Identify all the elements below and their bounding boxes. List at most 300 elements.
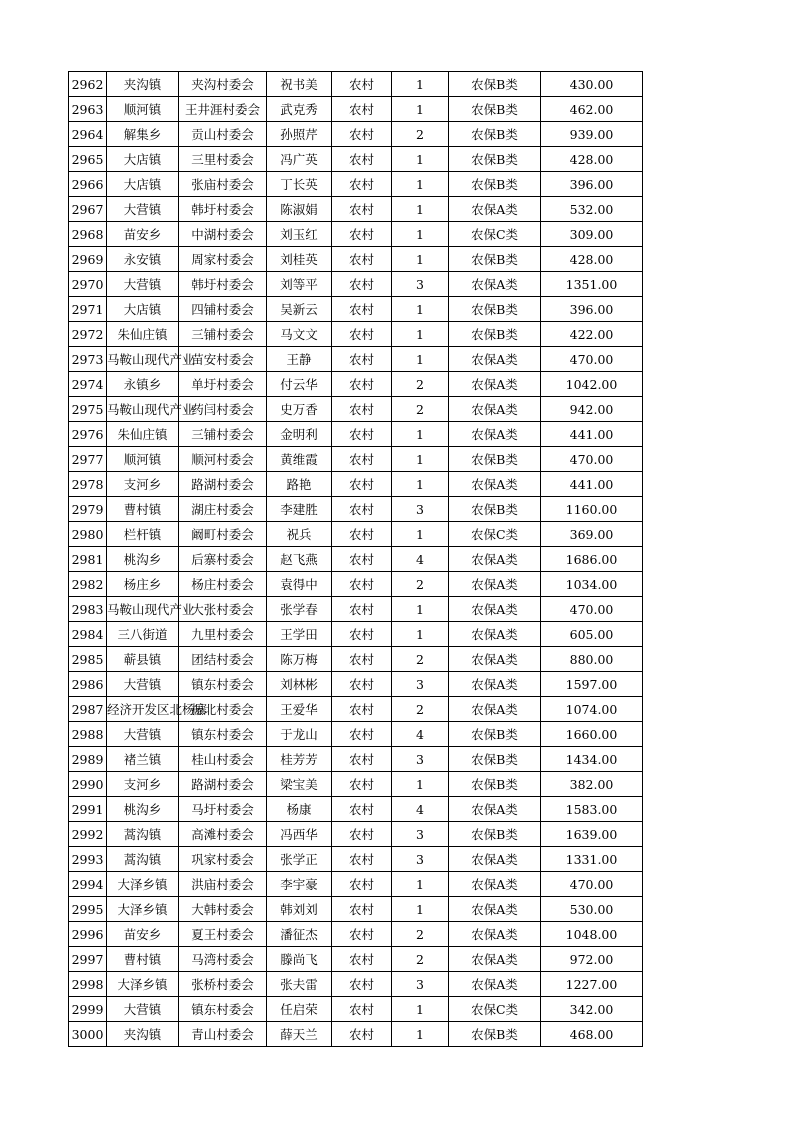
village-committee-cell: 中湖村委会 [179, 222, 267, 247]
table-row [69, 322, 643, 347]
household-count-cell: 1 [392, 297, 449, 322]
town-cell: 杨庄乡 [107, 572, 179, 597]
household-count-cell: 1 [392, 597, 449, 622]
amount-cell: 532.00 [541, 197, 643, 222]
insurance-class-cell: 农保A类 [449, 572, 541, 597]
row-number-cell: 2973 [69, 347, 107, 372]
amount-cell: 430.00 [541, 72, 643, 97]
row-number-cell: 2966 [69, 172, 107, 197]
town-cell: 曹村镇 [107, 947, 179, 972]
amount-cell: 396.00 [541, 172, 643, 197]
amount-cell: 382.00 [541, 772, 643, 797]
village-committee-cell: 路湖村委会 [179, 772, 267, 797]
amount-cell: 605.00 [541, 622, 643, 647]
amount-cell: 369.00 [541, 522, 643, 547]
row-number-cell: 2986 [69, 672, 107, 697]
village-committee-cell: 九里村委会 [179, 622, 267, 647]
person-name-cell: 杨康 [267, 797, 332, 822]
table-row [69, 372, 643, 397]
amount-cell: 441.00 [541, 472, 643, 497]
residence-type-cell: 农村 [332, 422, 392, 447]
table-row [69, 922, 643, 947]
row-number-cell: 2996 [69, 922, 107, 947]
insurance-class-cell: 农保A类 [449, 972, 541, 997]
town-cell: 蕲县镇 [107, 647, 179, 672]
amount-cell: 1227.00 [541, 972, 643, 997]
town-cell: 蒿沟镇 [107, 847, 179, 872]
table-row [69, 947, 643, 972]
table-row [69, 172, 643, 197]
household-count-cell: 2 [392, 122, 449, 147]
residence-type-cell: 农村 [332, 147, 392, 172]
insurance-class-cell: 农保A类 [449, 947, 541, 972]
insurance-class-cell: 农保A类 [449, 897, 541, 922]
row-number-cell: 2995 [69, 897, 107, 922]
household-count-cell: 3 [392, 847, 449, 872]
amount-cell: 1639.00 [541, 822, 643, 847]
household-count-cell: 1 [392, 222, 449, 247]
row-number-cell: 2977 [69, 447, 107, 472]
household-count-cell: 4 [392, 797, 449, 822]
residence-type-cell: 农村 [332, 547, 392, 572]
residence-type-cell: 农村 [332, 847, 392, 872]
village-committee-cell: 马湾村委会 [179, 947, 267, 972]
insurance-class-cell: 农保B类 [449, 747, 541, 772]
row-number-cell: 2972 [69, 322, 107, 347]
amount-cell: 942.00 [541, 397, 643, 422]
table-row [69, 447, 643, 472]
village-committee-cell: 路湖村委会 [179, 472, 267, 497]
row-number-cell: 2990 [69, 772, 107, 797]
person-name-cell: 梁宝美 [267, 772, 332, 797]
household-count-cell: 1 [392, 897, 449, 922]
town-cell: 大泽乡镇 [107, 872, 179, 897]
table-row [69, 647, 643, 672]
table-row [69, 997, 643, 1022]
village-committee-cell: 振北村委会 [179, 697, 267, 722]
village-committee-cell: 高滩村委会 [179, 822, 267, 847]
household-count-cell: 3 [392, 672, 449, 697]
village-committee-cell: 张庙村委会 [179, 172, 267, 197]
insurance-class-cell: 农保A类 [449, 797, 541, 822]
insurance-class-cell: 农保B类 [449, 322, 541, 347]
household-count-cell: 1 [392, 1022, 449, 1047]
person-name-cell: 薛天兰 [267, 1022, 332, 1047]
residence-type-cell: 农村 [332, 647, 392, 672]
row-number-cell: 2978 [69, 472, 107, 497]
amount-cell: 441.00 [541, 422, 643, 447]
village-committee-cell: 三铺村委会 [179, 422, 267, 447]
person-name-cell: 刘桂英 [267, 247, 332, 272]
residence-type-cell: 农村 [332, 297, 392, 322]
person-name-cell: 张夫雷 [267, 972, 332, 997]
residence-type-cell: 农村 [332, 597, 392, 622]
residence-type-cell: 农村 [332, 872, 392, 897]
row-number-cell: 2970 [69, 272, 107, 297]
household-count-cell: 1 [392, 997, 449, 1022]
household-count-cell: 1 [392, 522, 449, 547]
residence-type-cell: 农村 [332, 197, 392, 222]
insurance-class-cell: 农保B类 [449, 822, 541, 847]
insurance-class-cell: 农保A类 [449, 922, 541, 947]
insurance-class-cell: 农保A类 [449, 847, 541, 872]
town-cell: 大营镇 [107, 997, 179, 1022]
residence-type-cell: 农村 [332, 1022, 392, 1047]
residence-type-cell: 农村 [332, 797, 392, 822]
person-name-cell: 路艳 [267, 472, 332, 497]
insurance-class-cell: 农保A类 [449, 697, 541, 722]
residence-type-cell: 农村 [332, 922, 392, 947]
town-cell: 大泽乡镇 [107, 897, 179, 922]
household-count-cell: 1 [392, 622, 449, 647]
village-committee-cell: 药闫村委会 [179, 397, 267, 422]
row-number-cell: 2988 [69, 722, 107, 747]
town-cell: 支河乡 [107, 472, 179, 497]
household-count-cell: 2 [392, 572, 449, 597]
person-name-cell: 张学正 [267, 847, 332, 872]
household-count-cell: 1 [392, 347, 449, 372]
amount-cell: 428.00 [541, 147, 643, 172]
household-count-cell: 2 [392, 397, 449, 422]
town-cell: 褚兰镇 [107, 747, 179, 772]
village-committee-cell: 单圩村委会 [179, 372, 267, 397]
row-number-cell: 2981 [69, 547, 107, 572]
town-cell: 顺河镇 [107, 447, 179, 472]
row-number-cell: 2969 [69, 247, 107, 272]
household-count-cell: 1 [392, 472, 449, 497]
person-name-cell: 祝兵 [267, 522, 332, 547]
town-cell: 苗安乡 [107, 222, 179, 247]
insurance-class-cell: 农保C类 [449, 997, 541, 1022]
village-committee-cell: 青山村委会 [179, 1022, 267, 1047]
row-number-cell: 2998 [69, 972, 107, 997]
table-row [69, 597, 643, 622]
table-row [69, 697, 643, 722]
residence-type-cell: 农村 [332, 997, 392, 1022]
household-count-cell: 4 [392, 547, 449, 572]
row-number-cell: 2975 [69, 397, 107, 422]
residence-type-cell: 农村 [332, 97, 392, 122]
town-cell: 朱仙庄镇 [107, 422, 179, 447]
table-row [69, 272, 643, 297]
insurance-class-cell: 农保B类 [449, 297, 541, 322]
table-row [69, 572, 643, 597]
amount-cell: 1331.00 [541, 847, 643, 872]
town-cell: 夹沟镇 [107, 72, 179, 97]
insurance-class-cell: 农保A类 [449, 472, 541, 497]
table-row [69, 347, 643, 372]
data-table [68, 71, 643, 1047]
village-committee-cell: 镇东村委会 [179, 997, 267, 1022]
residence-type-cell: 农村 [332, 247, 392, 272]
village-committee-cell: 后寨村委会 [179, 547, 267, 572]
insurance-class-cell: 农保A类 [449, 197, 541, 222]
row-number-cell: 2982 [69, 572, 107, 597]
row-number-cell: 3000 [69, 1022, 107, 1047]
table-row [69, 197, 643, 222]
table-row [69, 297, 643, 322]
table-row [69, 672, 643, 697]
household-count-cell: 3 [392, 747, 449, 772]
town-cell: 大营镇 [107, 722, 179, 747]
row-number-cell: 2984 [69, 622, 107, 647]
amount-cell: 470.00 [541, 597, 643, 622]
town-cell: 马鞍山现代产业 [107, 397, 179, 422]
amount-cell: 1351.00 [541, 272, 643, 297]
insurance-class-cell: 农保A类 [449, 622, 541, 647]
row-number-cell: 2976 [69, 422, 107, 447]
table-row [69, 722, 643, 747]
row-number-cell: 2994 [69, 872, 107, 897]
residence-type-cell: 农村 [332, 497, 392, 522]
insurance-class-cell: 农保A类 [449, 672, 541, 697]
town-cell: 蒿沟镇 [107, 822, 179, 847]
person-name-cell: 王学田 [267, 622, 332, 647]
person-name-cell: 刘玉红 [267, 222, 332, 247]
person-name-cell: 桂芳芳 [267, 747, 332, 772]
household-count-cell: 1 [392, 772, 449, 797]
person-name-cell: 史万香 [267, 397, 332, 422]
insurance-class-cell: 农保A类 [449, 272, 541, 297]
table-row [69, 72, 643, 97]
household-count-cell: 1 [392, 322, 449, 347]
residence-type-cell: 农村 [332, 347, 392, 372]
amount-cell: 1597.00 [541, 672, 643, 697]
table-row [69, 497, 643, 522]
town-cell: 马鞍山现代产业 [107, 597, 179, 622]
person-name-cell: 付云华 [267, 372, 332, 397]
person-name-cell: 陈万梅 [267, 647, 332, 672]
household-count-cell: 2 [392, 947, 449, 972]
person-name-cell: 冯广英 [267, 147, 332, 172]
insurance-class-cell: 农保B类 [449, 122, 541, 147]
residence-type-cell: 农村 [332, 522, 392, 547]
residence-type-cell: 农村 [332, 447, 392, 472]
household-count-cell: 2 [392, 647, 449, 672]
person-name-cell: 刘等平 [267, 272, 332, 297]
person-name-cell: 孙照芹 [267, 122, 332, 147]
amount-cell: 470.00 [541, 872, 643, 897]
amount-cell: 1074.00 [541, 697, 643, 722]
town-cell: 栏杆镇 [107, 522, 179, 547]
amount-cell: 939.00 [541, 122, 643, 147]
household-count-cell: 1 [392, 72, 449, 97]
table-body [69, 72, 643, 1047]
household-count-cell: 2 [392, 697, 449, 722]
town-cell: 苗安乡 [107, 922, 179, 947]
household-count-cell: 1 [392, 247, 449, 272]
insurance-class-cell: 农保B类 [449, 172, 541, 197]
residence-type-cell: 农村 [332, 897, 392, 922]
person-name-cell: 冯西华 [267, 822, 332, 847]
table-row [69, 247, 643, 272]
village-committee-cell: 周家村委会 [179, 247, 267, 272]
row-number-cell: 2987 [69, 697, 107, 722]
residence-type-cell: 农村 [332, 222, 392, 247]
amount-cell: 1048.00 [541, 922, 643, 947]
village-committee-cell: 巩家村委会 [179, 847, 267, 872]
insurance-class-cell: 农保C类 [449, 522, 541, 547]
town-cell: 支河乡 [107, 772, 179, 797]
village-committee-cell: 三里村委会 [179, 147, 267, 172]
town-cell: 曹村镇 [107, 497, 179, 522]
residence-type-cell: 农村 [332, 622, 392, 647]
row-number-cell: 2968 [69, 222, 107, 247]
insurance-class-cell: 农保A类 [449, 397, 541, 422]
person-name-cell: 吴新云 [267, 297, 332, 322]
table-row [69, 622, 643, 647]
amount-cell: 396.00 [541, 297, 643, 322]
household-count-cell: 3 [392, 497, 449, 522]
table-row [69, 772, 643, 797]
village-committee-cell: 夏王村委会 [179, 922, 267, 947]
row-number-cell: 2989 [69, 747, 107, 772]
person-name-cell: 马文文 [267, 322, 332, 347]
amount-cell: 470.00 [541, 347, 643, 372]
person-name-cell: 于龙山 [267, 722, 332, 747]
household-count-cell: 1 [392, 447, 449, 472]
residence-type-cell: 农村 [332, 772, 392, 797]
insurance-class-cell: 农保C类 [449, 222, 541, 247]
household-count-cell: 3 [392, 272, 449, 297]
village-committee-cell: 阚町村委会 [179, 522, 267, 547]
town-cell: 夹沟镇 [107, 1022, 179, 1047]
town-cell: 桃沟乡 [107, 797, 179, 822]
insurance-class-cell: 农保B类 [449, 1022, 541, 1047]
town-cell: 大店镇 [107, 147, 179, 172]
village-committee-cell: 顺河村委会 [179, 447, 267, 472]
town-cell: 大店镇 [107, 172, 179, 197]
table-row [69, 822, 643, 847]
village-committee-cell: 四铺村委会 [179, 297, 267, 322]
residence-type-cell: 农村 [332, 397, 392, 422]
household-count-cell: 1 [392, 422, 449, 447]
person-name-cell: 陈淑娟 [267, 197, 332, 222]
household-count-cell: 2 [392, 372, 449, 397]
row-number-cell: 2997 [69, 947, 107, 972]
table-row [69, 422, 643, 447]
residence-type-cell: 农村 [332, 947, 392, 972]
insurance-class-cell: 农保B类 [449, 147, 541, 172]
amount-cell: 468.00 [541, 1022, 643, 1047]
village-committee-cell: 贡山村委会 [179, 122, 267, 147]
table-row [69, 472, 643, 497]
residence-type-cell: 农村 [332, 822, 392, 847]
insurance-class-cell: 农保A类 [449, 547, 541, 572]
village-committee-cell: 杨庄村委会 [179, 572, 267, 597]
person-name-cell: 袁得中 [267, 572, 332, 597]
row-number-cell: 2964 [69, 122, 107, 147]
town-cell: 大营镇 [107, 272, 179, 297]
village-committee-cell: 韩圩村委会 [179, 272, 267, 297]
row-number-cell: 2993 [69, 847, 107, 872]
residence-type-cell: 农村 [332, 272, 392, 297]
amount-cell: 972.00 [541, 947, 643, 972]
row-number-cell: 2962 [69, 72, 107, 97]
town-cell: 解集乡 [107, 122, 179, 147]
table-row [69, 872, 643, 897]
table-row [69, 122, 643, 147]
village-committee-cell: 大韩村委会 [179, 897, 267, 922]
insurance-class-cell: 农保A类 [449, 372, 541, 397]
person-name-cell: 丁长英 [267, 172, 332, 197]
residence-type-cell: 农村 [332, 697, 392, 722]
row-number-cell: 2991 [69, 797, 107, 822]
insurance-class-cell: 农保A类 [449, 647, 541, 672]
town-cell: 大泽乡镇 [107, 972, 179, 997]
amount-cell: 470.00 [541, 447, 643, 472]
person-name-cell: 韩刘刘 [267, 897, 332, 922]
residence-type-cell: 农村 [332, 172, 392, 197]
table-row [69, 972, 643, 997]
table-row [69, 97, 643, 122]
person-name-cell: 武克秀 [267, 97, 332, 122]
table-row [69, 1022, 643, 1047]
household-count-cell: 2 [392, 922, 449, 947]
household-count-cell: 3 [392, 822, 449, 847]
household-count-cell: 1 [392, 97, 449, 122]
table-row [69, 797, 643, 822]
village-committee-cell: 王井涯村委会 [179, 97, 267, 122]
household-count-cell: 4 [392, 722, 449, 747]
amount-cell: 1434.00 [541, 747, 643, 772]
table-row [69, 847, 643, 872]
residence-type-cell: 农村 [332, 722, 392, 747]
residence-type-cell: 农村 [332, 72, 392, 97]
town-cell: 顺河镇 [107, 97, 179, 122]
village-committee-cell: 镇东村委会 [179, 672, 267, 697]
row-number-cell: 2983 [69, 597, 107, 622]
row-number-cell: 2999 [69, 997, 107, 1022]
amount-cell: 309.00 [541, 222, 643, 247]
amount-cell: 1686.00 [541, 547, 643, 572]
person-name-cell: 黄维霞 [267, 447, 332, 472]
village-committee-cell: 张桥村委会 [179, 972, 267, 997]
amount-cell: 422.00 [541, 322, 643, 347]
row-number-cell: 2992 [69, 822, 107, 847]
table-row [69, 522, 643, 547]
amount-cell: 1034.00 [541, 572, 643, 597]
insurance-class-cell: 农保A类 [449, 422, 541, 447]
village-committee-cell: 镇东村委会 [179, 722, 267, 747]
town-cell: 三八街道 [107, 622, 179, 647]
town-cell: 永镇乡 [107, 372, 179, 397]
village-committee-cell: 马圩村委会 [179, 797, 267, 822]
village-committee-cell: 苗安村委会 [179, 347, 267, 372]
row-number-cell: 2967 [69, 197, 107, 222]
village-committee-cell: 团结村委会 [179, 647, 267, 672]
amount-cell: 428.00 [541, 247, 643, 272]
row-number-cell: 2963 [69, 97, 107, 122]
household-count-cell: 1 [392, 197, 449, 222]
village-committee-cell: 湖庄村委会 [179, 497, 267, 522]
household-count-cell: 3 [392, 972, 449, 997]
amount-cell: 342.00 [541, 997, 643, 1022]
row-number-cell: 2985 [69, 647, 107, 672]
household-count-cell: 1 [392, 172, 449, 197]
village-committee-cell: 韩圩村委会 [179, 197, 267, 222]
person-name-cell: 潘征杰 [267, 922, 332, 947]
amount-cell: 1160.00 [541, 497, 643, 522]
household-count-cell: 1 [392, 872, 449, 897]
person-name-cell: 李建胜 [267, 497, 332, 522]
row-number-cell: 2980 [69, 522, 107, 547]
town-cell: 桃沟乡 [107, 547, 179, 572]
village-committee-cell: 洪庙村委会 [179, 872, 267, 897]
town-cell: 永安镇 [107, 247, 179, 272]
table-row [69, 547, 643, 572]
village-committee-cell: 桂山村委会 [179, 747, 267, 772]
